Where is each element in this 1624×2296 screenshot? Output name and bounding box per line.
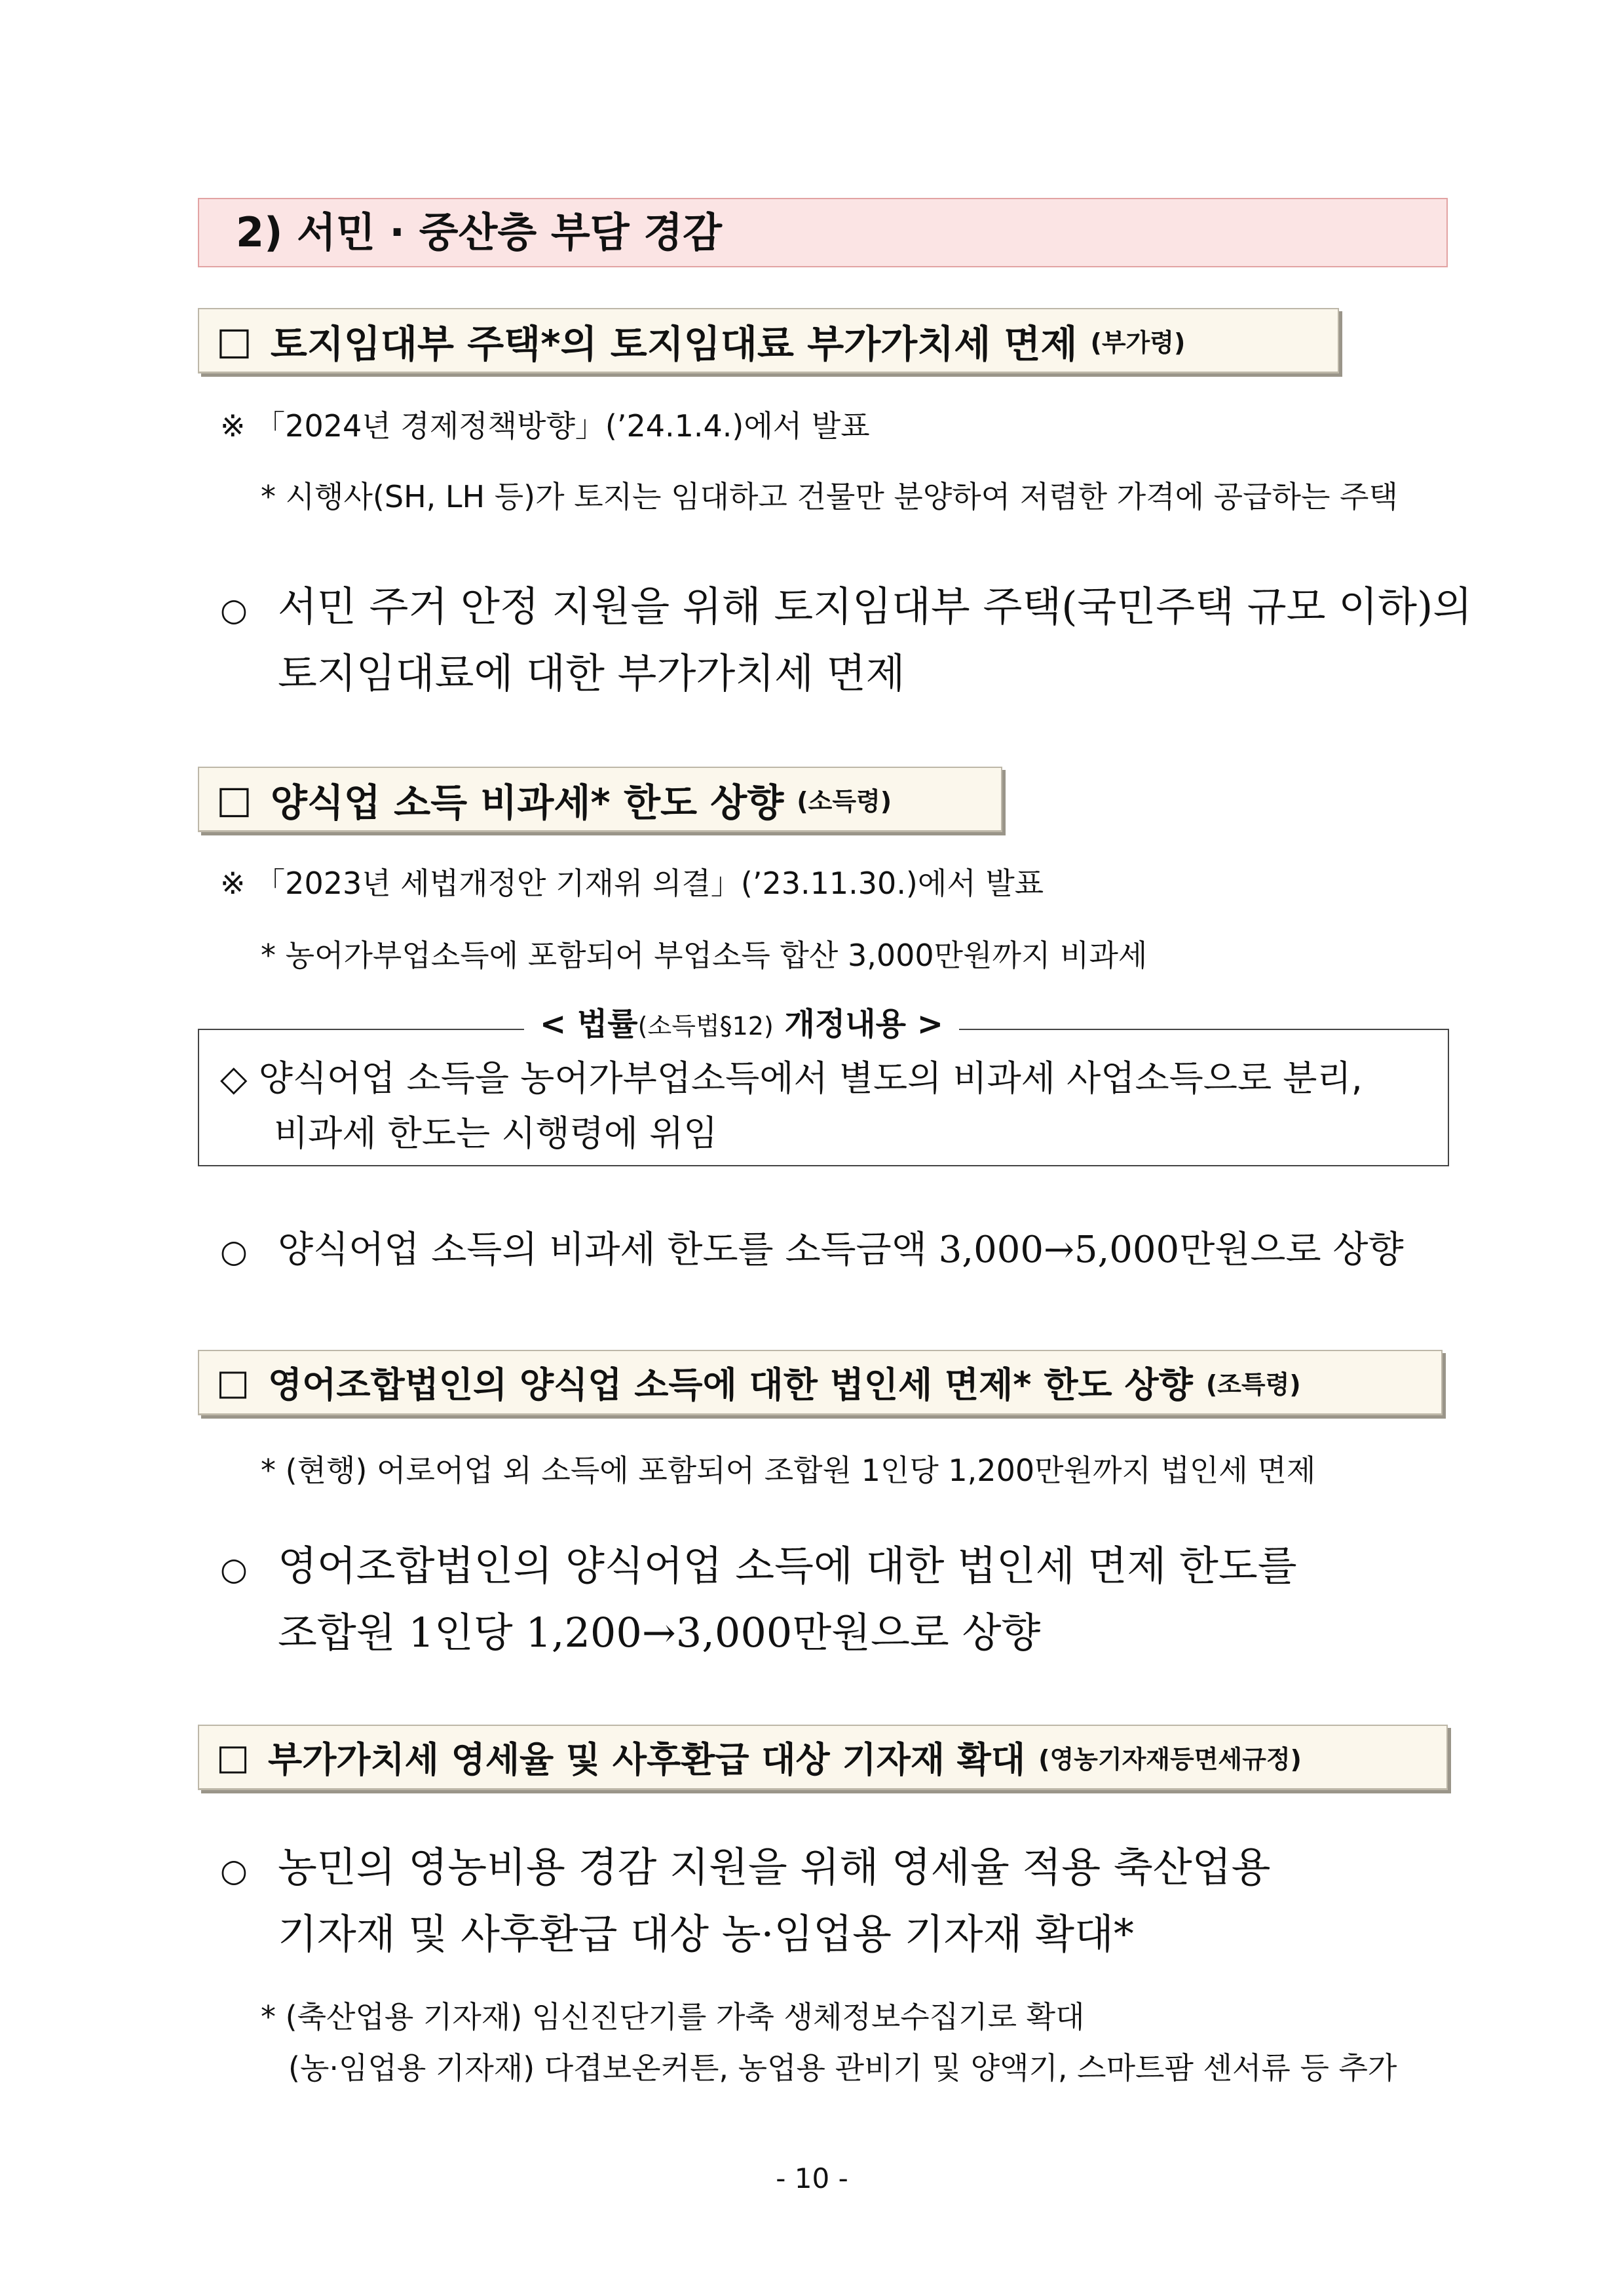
reference-note-2: ※ 「2023년 세법개정안 기재위 의결」(’23.11.30.)에서 발표: [220, 866, 1044, 901]
section-title-text: 양식업 소득 비과세* 한도 상향: [270, 780, 784, 825]
bullet-1-line-2: 토지임대료에 대한 부가가치세 면제: [278, 649, 905, 697]
section-tag: (소득령): [797, 787, 892, 816]
section-title-4: [198, 1725, 1448, 1790]
footnote-3: * (현행) 어로어업 외 소득에 포함되어 조합원 1인당 1,200만원까지 법인세 면제: [261, 1453, 1316, 1488]
section-heading: 2) 서민 · 중산층 부담 경감: [236, 208, 722, 256]
law-amendment-line-2: 비과세 한도는 시행령에 위임: [274, 1113, 718, 1154]
section-tag: (조특령): [1205, 1370, 1301, 1399]
reference-note-1: ※ 「2024년 경제정책방향」(’24.1.4.)에서 발표: [220, 408, 870, 444]
reference-mark-icon: ※: [220, 866, 246, 901]
section-title-text: 토지임대부 주택*의 토지임대료 부가가치세 면제: [270, 321, 1078, 366]
circle-bullet-icon: ○: [220, 1852, 248, 1889]
checkbox-square-icon: □: [216, 318, 252, 363]
bullet-4-line-2: 기자재 및 사후환급 대상 농·임업용 기자재 확대*: [278, 1910, 1134, 1958]
footnote-2: * 농어가부업소득에 포함되어 부업소득 합산 3,000만원까지 비과세: [261, 938, 1148, 973]
section-tag: (부가령): [1090, 328, 1186, 357]
section-tag: (영농기자재등면세규정): [1038, 1745, 1302, 1774]
section-title-3: [198, 1350, 1443, 1415]
bullet-1-line-1: ○ 서민 주거 안정 지원을 위해 토지임대부 주택(국민주택 규모 이하)의: [220, 574, 1472, 643]
circle-bullet-icon: ○: [220, 1233, 248, 1270]
bullet-2-line-1: ○ 양식어업 소득의 비과세 한도를 소득금액 3,000→5,000만원으로 상향: [220, 1217, 1404, 1284]
section-title-text: 부가가치세 영세율 및 사후환급 대상 기자재 확대: [268, 1739, 1026, 1780]
checkbox-square-icon: □: [216, 776, 252, 822]
bullet-3-line-2: 조합원 1인당 1,200→3,000만원으로 상향: [278, 1609, 1041, 1656]
diamond-bullet-icon: ◇: [220, 1058, 248, 1099]
bullet-4-line-1: ○ 농민의 영농비용 경감 지원을 위해 영세율 적용 축산업용: [220, 1835, 1270, 1904]
page-number: - 10 -: [776, 2162, 848, 2194]
reference-mark-icon: ※: [220, 408, 246, 444]
footnote-1: * 시행사(SH, LH 등)가 토지는 임대하고 건물만 분양하여 저렴한 가격에 공급하는 주택: [261, 479, 1398, 514]
circle-bullet-icon: ○: [220, 592, 248, 628]
section-title-1: [198, 308, 1339, 373]
bullet-3-line-1: ○ 영어조합법인의 양식어업 소득에 대한 법인세 면제 한도를: [220, 1533, 1297, 1602]
footnote-4-line-1: * (축산업용 기자재) 임신진단기를 가축 생체정보수집기로 확대: [261, 1999, 1085, 2035]
section-title-text: 영어조합법인의 양식업 소득에 대한 법인세 면제* 한도 상향: [268, 1364, 1193, 1406]
circle-bullet-icon: ○: [220, 1551, 248, 1588]
law-amendment-line-1: ◇ 양식어업 소득을 농어가부업소득에서 별도의 비과세 사업소득으로 분리,: [220, 1058, 1363, 1099]
checkbox-square-icon: □: [216, 1736, 250, 1778]
section-title-2: [198, 767, 1002, 832]
footnote-4-line-2: (농·임업용 기자재) 다겹보온커튼, 농업용 관비기 및 양액기, 스마트팜 센서류 등 추가: [288, 2050, 1397, 2086]
checkbox-square-icon: □: [216, 1362, 250, 1403]
law-amendment-title: < 법률(소득법§12) 개정내용 >: [524, 1001, 959, 1049]
